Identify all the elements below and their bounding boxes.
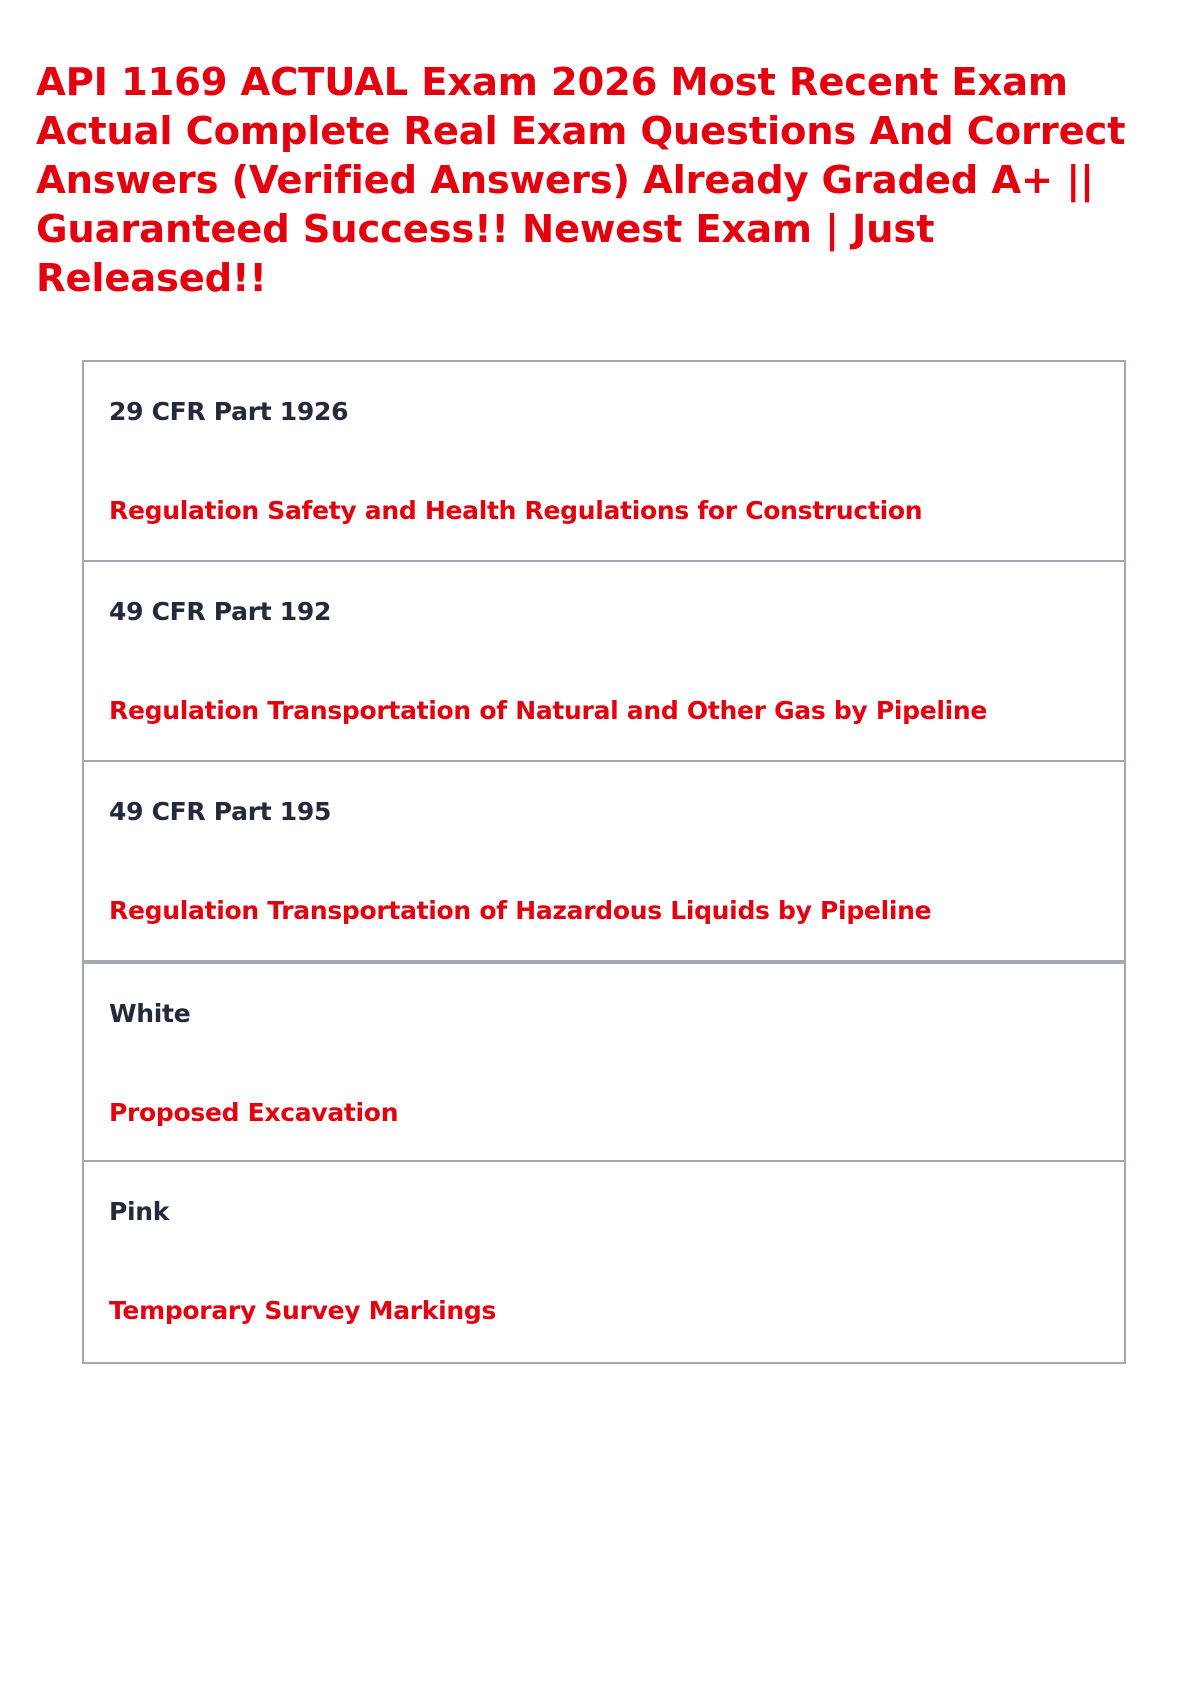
qa-row: [84, 1162, 1124, 1362]
qa-row: [84, 762, 1124, 962]
question-text: 49 CFR Part 192: [109, 597, 332, 626]
answer-text: Temporary Survey Markings: [109, 1296, 497, 1325]
qa-row: [84, 962, 1124, 1162]
answer-text: Regulation Transportation of Natural and Other Gas by Pipeline: [109, 696, 988, 725]
question-text: 49 CFR Part 195: [109, 797, 332, 826]
answer-text: Regulation Safety and Health Regulations for Construction: [109, 496, 923, 525]
question-text: White: [109, 999, 191, 1028]
page-title: API 1169 ACTUAL Exam 2026 Most Recent Exam Actual Complete Real Exam Questions And Correct Answers (Verified Answers) Already Graded A+ || Guaranteed Success!! Newest Exam | Just Released!!: [36, 60, 1126, 301]
qa-row: [84, 362, 1124, 562]
question-text: Pink: [109, 1197, 170, 1226]
question-text: 29 CFR Part 1926: [109, 397, 349, 426]
qa-row: [84, 562, 1124, 762]
answer-text: Regulation Transportation of Hazardous Liquids by Pipeline: [109, 896, 932, 925]
answer-text: Proposed Excavation: [109, 1098, 399, 1127]
qa-table: [82, 360, 1126, 1364]
